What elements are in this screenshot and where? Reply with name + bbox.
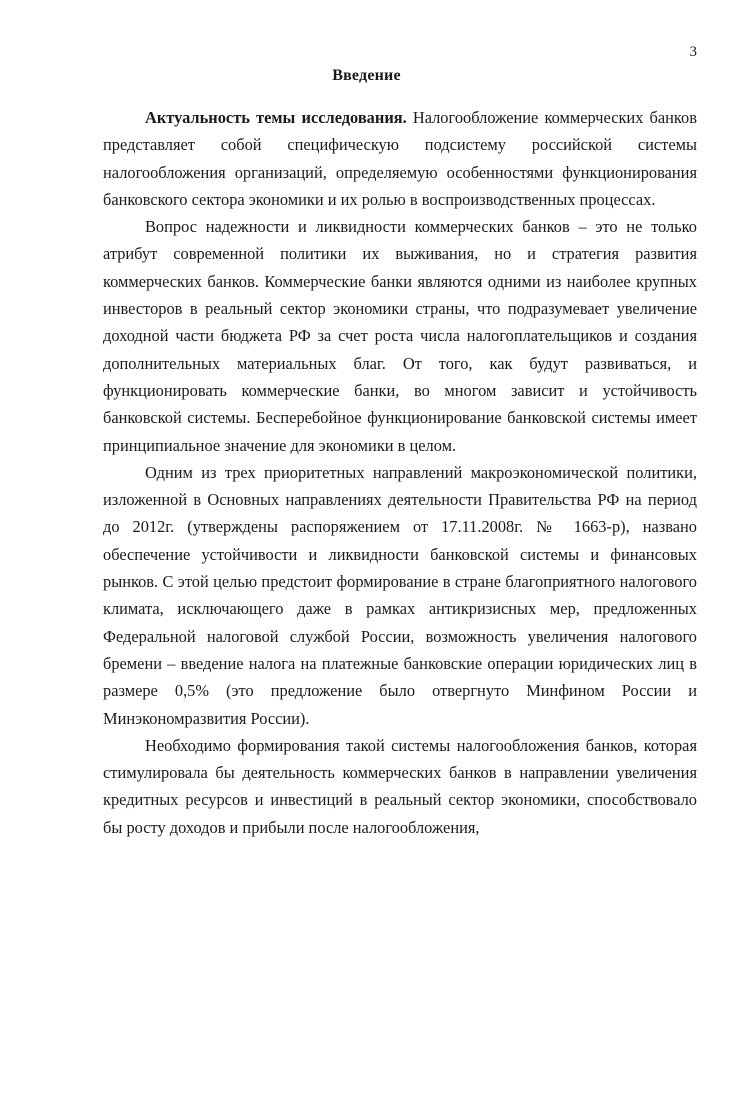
page-number: 3 <box>689 44 697 60</box>
paragraph-relevance <box>103 104 697 213</box>
paragraph-text: Одним из трех приоритетных направлений макроэкономической политики, изложенной в Основных направлениях деятельности Правительства РФ на период до 2012г. (утверждены распоряжением от 17.11.2008г. № 1663-р), названо обеспечение устойчивости и ликвидности банковской системы и финансовых рынков. С этой целью предстоит формирование в стране благоприятного налогового климата, исключающего даже в рамках антикризисных мер, предложенных Федеральной налоговой службой России, возможность увеличения налогового бремени – введение налога на платежные банковские операции юридических лиц в размере 0,5% (это предложение было отвергнуто Минфином России и Минэкономразвития России). <box>103 462 697 728</box>
paragraph-text: Вопрос надежности и ликвидности коммерческих банков – это не только атрибут современной политики их выживания, но и стратегия развития коммерческих банков. Коммерческие банки являются одними из наиболее крупных инвесторов в реальный сектор экономики страны, что подразумевает увеличение доходной части бюджета РФ за счет роста числа налогоплательщиков и создания дополнительных материальных благ. От того, как будут развиваться, и функционировать коммерческие банки, во многом зависит и устойчивость банковской системы. Бесперебойное функционирование банковской системы имеет принципиальное значение для экономики в целом. <box>103 217 697 455</box>
paragraph-lead: Актуальность темы исследования. <box>145 108 407 127</box>
paragraph-government-policy <box>103 459 697 732</box>
paragraph-reliability <box>103 213 697 459</box>
paragraph-text: Необходимо формирования такой системы налогообложения банков, которая стимулировала бы деятельность коммерческих банков в направлении увеличения кредитных ресурсов и инвестиций в реальный сектор экономики, способствовало бы росту доходов и прибыли после налогообложения, <box>103 735 697 837</box>
paragraph-text: Налогообложение коммерческих банков представляет собой специфическую подсистему российской системы налогообложения организаций, определяемую особенностями функционирования банковского сектора экономики и их ролью в воспроизводственных процессах. <box>103 108 697 209</box>
paragraph-tax-system <box>103 732 697 841</box>
page-title: Введение <box>332 67 401 84</box>
document-body <box>103 104 697 841</box>
